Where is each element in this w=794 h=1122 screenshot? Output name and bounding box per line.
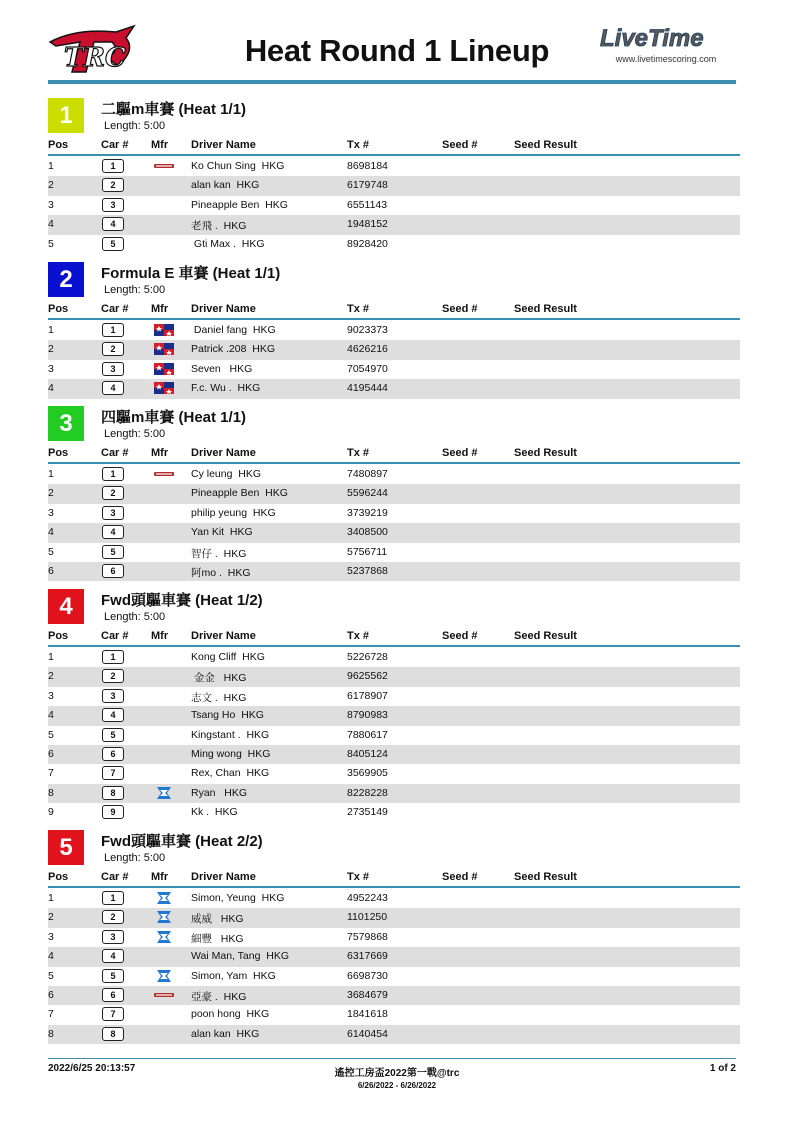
position-cell: 1 [48,324,54,336]
driver-name-cell: 金金 HKG [191,672,247,685]
position-cell: 5 [48,728,54,741]
transponder-cell: 5226728 [347,651,388,663]
position-cell: 9 [48,806,54,819]
transponder-cell: 6179748 [347,179,388,192]
column-header-tx: Tx # [347,139,370,151]
table-row [48,321,740,340]
car-number-box: 7 [102,766,124,780]
lineup-table [48,465,740,581]
driver-name-cell: 老飛 . HKG [191,220,247,233]
position-cell: 5 [48,545,54,558]
transponder-cell: 3408500 [347,526,388,539]
column-divider [48,318,740,320]
driver-name-cell: Tsang Ho HKG [191,709,264,722]
driver-name-cell: F.c. Wu . HKG [191,382,261,395]
position-cell: 2 [48,670,54,683]
car-number-box: 3 [102,198,124,212]
heat-title: Fwd頭驅車賽 (Heat 1/2) [101,592,263,609]
position-cell: 1 [48,160,54,172]
position-cell: 7 [48,1008,54,1021]
transponder-cell: 4626216 [347,343,388,356]
transponder-cell: 3684679 [347,988,388,1001]
transponder-cell: 4952243 [347,892,388,904]
car-number-box: 4 [102,525,124,539]
manufacturer-logo-b-icon [153,342,175,356]
position-cell: 3 [48,930,54,943]
manufacturer-logo-c-icon [153,969,175,983]
transponder-cell: 9625562 [347,670,388,683]
printed-timestamp: 2022/6/25 20:13:57 [48,1063,136,1074]
table-row [48,196,740,215]
header-divider [48,80,736,84]
lineup-table [48,157,740,254]
table-row [48,745,740,764]
position-cell: 8 [48,786,54,799]
heat-title: 二驅m車賽 (Heat 1/1) [101,101,247,118]
heat-length: Length: 5:00 [104,852,166,864]
heat-number-badge: 4 [48,589,84,624]
driver-name-cell: philip yeung HKG [191,506,276,519]
driver-name-cell: poon hong HKG [191,1008,270,1021]
column-header-car: Car # [101,871,129,883]
manufacturer-logo-b-icon [153,362,175,376]
column-header-driver: Driver Name [191,871,256,883]
website-url: www.livetimescoring.com [615,54,717,64]
manufacturer-logo-b-icon [153,323,175,337]
column-header-driver: Driver Name [191,139,256,151]
driver-name-cell: Ko Chun Sing HKG [191,160,285,172]
column-header-seed-result: Seed Result [514,871,577,883]
table-row [48,215,740,234]
column-header-driver: Driver Name [191,303,256,315]
manufacturer-logo-a-icon [153,159,175,173]
table-row [48,1005,740,1024]
transponder-cell: 5237868 [347,564,388,577]
heat-length: Length: 5:00 [104,284,166,296]
car-number-box: 4 [102,708,124,722]
column-header-seed: Seed # [442,139,478,151]
column-header-driver: Driver Name [191,630,256,642]
manufacturer-logo-c-icon [153,910,175,924]
column-headers [48,303,740,318]
heat-number-badge: 2 [48,262,84,297]
heat-title: 四驅m車賽 (Heat 1/1) [101,409,247,426]
driver-name-cell: 細豐 HKG [191,932,244,945]
driver-name-cell: Kingstant . HKG [191,728,270,741]
table-row [48,523,740,542]
car-number-box: 1 [102,891,124,905]
position-cell: 7 [48,767,54,780]
column-header-seed-result: Seed Result [514,139,577,151]
transponder-cell: 8790983 [347,709,388,722]
transponder-cell: 4195444 [347,382,388,395]
driver-name-cell: Ming wong HKG [191,747,271,760]
car-number-box: 8 [102,1027,124,1041]
car-number-box: 1 [102,323,124,337]
driver-name-cell: 阿mo . HKG [191,566,251,579]
driver-name-cell: Pineapple Ben HKG [191,198,288,211]
transponder-cell: 2735149 [347,806,388,819]
driver-name-cell: Simon, Yam HKG [191,969,276,982]
manufacturer-logo-c-icon [153,786,175,800]
transponder-cell: 6551143 [347,198,388,211]
car-number-box: 3 [102,506,124,520]
column-header-pos: Pos [48,139,69,151]
transponder-cell: 3739219 [347,506,388,519]
position-cell: 2 [48,179,54,192]
column-divider [48,886,740,888]
car-number-box: 5 [102,237,124,251]
column-header-seed-result: Seed Result [514,447,577,459]
column-divider [48,645,740,647]
car-number-box: 2 [102,486,124,500]
transponder-cell: 6140454 [347,1027,388,1040]
column-header-tx: Tx # [347,303,370,315]
position-cell: 6 [48,564,54,577]
driver-name-cell: 威威 HKG [191,913,244,926]
footer-divider [48,1058,736,1059]
driver-name-cell: Rex, Chan HKG [191,767,270,780]
car-number-box: 8 [102,786,124,800]
column-header-mfr: Mfr [151,303,169,315]
heat-number-badge: 1 [48,98,84,133]
table-row [48,706,740,725]
car-number-box: 2 [102,910,124,924]
transponder-cell: 9023373 [347,324,388,336]
column-header-seed: Seed # [442,630,478,642]
driver-name-cell: Simon, Yeung HKG [191,892,285,904]
table-row [48,928,740,947]
table-row [48,176,740,195]
table-row [48,648,740,667]
column-header-pos: Pos [48,303,69,315]
transponder-cell: 3569905 [347,767,388,780]
position-cell: 4 [48,950,54,963]
table-row [48,687,740,706]
position-cell: 3 [48,362,54,375]
table-row [48,543,740,562]
driver-name-cell: Pineapple Ben HKG [191,487,288,500]
column-header-driver: Driver Name [191,447,256,459]
driver-name-cell: 智仔 . HKG [191,547,247,560]
transponder-cell: 1841618 [347,1008,388,1021]
car-number-box: 1 [102,467,124,481]
car-number-box: 6 [102,564,124,578]
table-row [48,562,740,581]
column-headers [48,447,740,462]
table-row [48,784,740,803]
position-cell: 4 [48,526,54,539]
column-header-seed-result: Seed Result [514,630,577,642]
driver-name-cell: Cy leung HKG [191,468,262,480]
car-number-box: 1 [102,159,124,173]
table-row [48,908,740,927]
transponder-cell: 8228228 [347,786,388,799]
driver-name-cell: Patrick .208 HKG [191,343,276,356]
car-number-box: 5 [102,545,124,559]
column-header-tx: Tx # [347,630,370,642]
lineup-table [48,321,740,399]
column-headers [48,139,740,154]
driver-name-cell: alan kan HKG [191,179,260,192]
column-header-car: Car # [101,139,129,151]
table-row [48,986,740,1005]
table-row [48,967,740,986]
car-number-box: 3 [102,689,124,703]
car-number-box: 2 [102,669,124,683]
driver-name-cell: 志文 . HKG [191,691,247,704]
car-number-box: 2 [102,178,124,192]
column-header-mfr: Mfr [151,447,169,459]
table-row [48,667,740,686]
driver-name-cell: Seven HKG [191,362,253,375]
position-cell: 6 [48,988,54,1001]
car-number-box: 5 [102,728,124,742]
table-row [48,764,740,783]
driver-name-cell: Yan Kit HKG [191,526,253,539]
lineup-table [48,648,740,823]
position-cell: 1 [48,468,54,480]
heat-title: Formula E 車賽 (Heat 1/1) [101,265,281,282]
column-header-tx: Tx # [347,447,370,459]
car-number-box: 4 [102,381,124,395]
transponder-cell: 1101250 [347,911,388,924]
table-row [48,360,740,379]
car-number-box: 4 [102,217,124,231]
table-row [48,803,740,822]
manufacturer-logo-a-icon [153,988,175,1002]
transponder-cell: 5596244 [347,487,388,500]
driver-name-cell: Daniel fang HKG [191,324,276,336]
column-header-pos: Pos [48,630,69,642]
position-cell: 1 [48,651,54,663]
car-number-box: 7 [102,1007,124,1021]
column-divider [48,462,740,464]
transponder-cell: 6178907 [347,689,388,702]
svg-text:TRC: TRC [64,43,126,73]
table-row [48,484,740,503]
lineup-table [48,889,740,1044]
transponder-cell: 7054970 [347,362,388,375]
car-number-box: 6 [102,988,124,1002]
transponder-cell: 1948152 [347,218,388,231]
table-row [48,379,740,398]
driver-name-cell: Kk . HKG [191,806,238,819]
column-header-pos: Pos [48,447,69,459]
car-number-box: 4 [102,949,124,963]
driver-name-cell: alan kan HKG [191,1027,260,1040]
car-number-box: 9 [102,805,124,819]
transponder-cell: 6698730 [347,969,388,982]
driver-name-cell: Ryan HKG [191,786,248,799]
position-cell: 3 [48,506,54,519]
transponder-cell: 8405124 [347,747,388,760]
column-header-seed: Seed # [442,303,478,315]
transponder-cell: 5756711 [347,545,388,558]
transponder-cell: 8928420 [347,237,388,250]
position-cell: 6 [48,747,54,760]
manufacturer-logo-c-icon [153,930,175,944]
transponder-cell: 6317669 [347,950,388,963]
page-header [0,0,794,86]
car-number-box: 3 [102,930,124,944]
heat-length: Length: 5:00 [104,428,166,440]
column-header-mfr: Mfr [151,139,169,151]
table-row [48,726,740,745]
car-number-box: 1 [102,650,124,664]
heat-number-badge: 5 [48,830,84,865]
position-cell: 1 [48,892,54,904]
transponder-cell: 8698184 [347,160,388,172]
position-cell: 2 [48,911,54,924]
column-header-car: Car # [101,303,129,315]
column-header-tx: Tx # [347,871,370,883]
driver-name-cell: Gti Max . HKG [191,237,265,250]
car-number-box: 5 [102,969,124,983]
position-cell: 5 [48,969,54,982]
driver-name-cell: 亞豪 . HKG [191,990,247,1003]
column-header-mfr: Mfr [151,871,169,883]
position-cell: 5 [48,237,54,250]
table-row [48,157,740,176]
position-cell: 3 [48,198,54,211]
heat-number-badge: 3 [48,406,84,441]
car-number-box: 6 [102,747,124,761]
event-date-range: 6/26/2022 - 6/26/2022 [357,1081,437,1090]
page-title: Heat Round 1 Lineup [244,33,550,68]
table-row [48,947,740,966]
table-row [48,889,740,908]
position-cell: 4 [48,218,54,231]
column-header-car: Car # [101,630,129,642]
table-row [48,465,740,484]
page-number: 1 of 2 [709,1063,736,1074]
transponder-cell: 7880617 [347,728,388,741]
column-header-pos: Pos [48,871,69,883]
column-header-mfr: Mfr [151,630,169,642]
position-cell: 4 [48,709,54,722]
heat-title: Fwd頭驅車賽 (Heat 2/2) [101,833,263,850]
column-header-seed: Seed # [442,447,478,459]
driver-name-cell: Kong Cliff HKG [191,651,265,663]
table-row [48,504,740,523]
column-headers [48,871,740,886]
table-row [48,235,740,254]
position-cell: 2 [48,487,54,500]
transponder-cell: 7579868 [347,930,388,943]
heat-length: Length: 5:00 [104,120,166,132]
position-cell: 8 [48,1027,54,1040]
manufacturer-logo-b-icon [153,381,175,395]
column-divider [48,154,740,156]
livetime-logo-icon [598,24,738,52]
event-name: 遙控工房盃2022第一戰@trc [334,1068,460,1079]
table-row [48,340,740,359]
position-cell: 4 [48,382,54,395]
table-row [48,1025,740,1044]
column-header-seed: Seed # [442,871,478,883]
manufacturer-logo-c-icon [153,891,175,905]
heat-length: Length: 5:00 [104,611,166,623]
driver-name-cell: Wai Man, Tang HKG [191,950,290,963]
column-header-car: Car # [101,447,129,459]
manufacturer-logo-a-icon [153,467,175,481]
position-cell: 2 [48,343,54,356]
position-cell: 3 [48,689,54,702]
column-headers [48,630,740,645]
car-number-box: 2 [102,342,124,356]
car-number-box: 3 [102,362,124,376]
column-header-seed-result: Seed Result [514,303,577,315]
svg-text:LiveTime: LiveTime [600,25,704,52]
transponder-cell: 7480897 [347,468,388,480]
